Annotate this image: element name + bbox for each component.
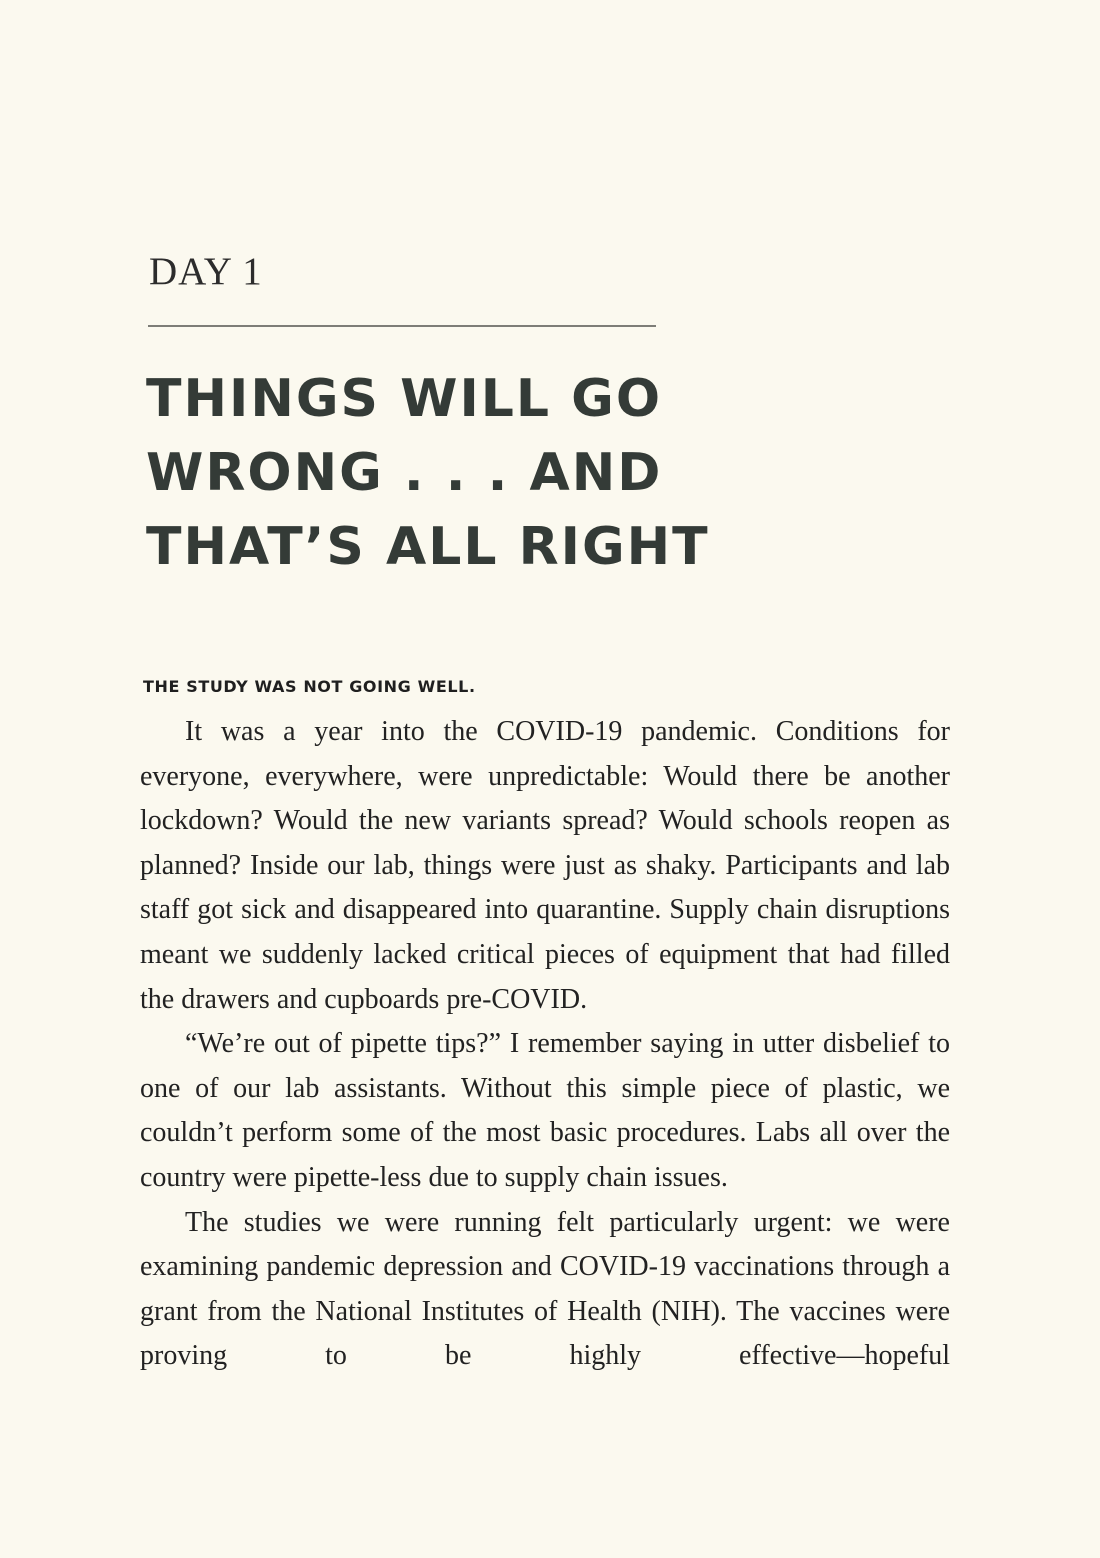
paragraph: “We’re out of pipette tips?” I remember saying in utter disbelief to one of our lab assistants. Without this simple piece of plastic, we couldn’t perform some of the most basic procedures. Labs all over the country were pipette-less due to supply chain issues. (140, 1028, 950, 1193)
chapter-title-line-2: WRONG . . . AND (146, 443, 663, 503)
chapter-title-line-3: THAT’S ALL RIGHT (146, 517, 710, 577)
body-text (140, 710, 950, 1379)
divider-rule (148, 325, 656, 327)
chapter-title-line-1: THINGS WILL GO (146, 369, 663, 429)
day-label: DAY 1 (149, 250, 263, 293)
chapter-title (146, 362, 766, 584)
paragraph: The studies we were running felt particularly urgent: we were examining pandemic depression and COVID-19 vaccinations through a grant from the National Institutes of Health (NIH). The vaccines were proving to be highly effective—hopeful (140, 1206, 950, 1372)
paragraph: It was a year into the COVID-19 pandemic. Conditions for everyone, everywhere, were unpredictable: Would there be another lockdown? Would the new variants spread? Would schools reopen as planned? Inside our lab, things were just as shaky. Participants and lab staff got sick and disappeared into quarantine. Supply chain disruptions meant we suddenly lacked critical pieces of equipment that had filled the drawers and cupboards pre-COVID. (140, 716, 950, 1015)
lead-in: THE STUDY WAS NOT GOING WELL. (143, 677, 476, 696)
